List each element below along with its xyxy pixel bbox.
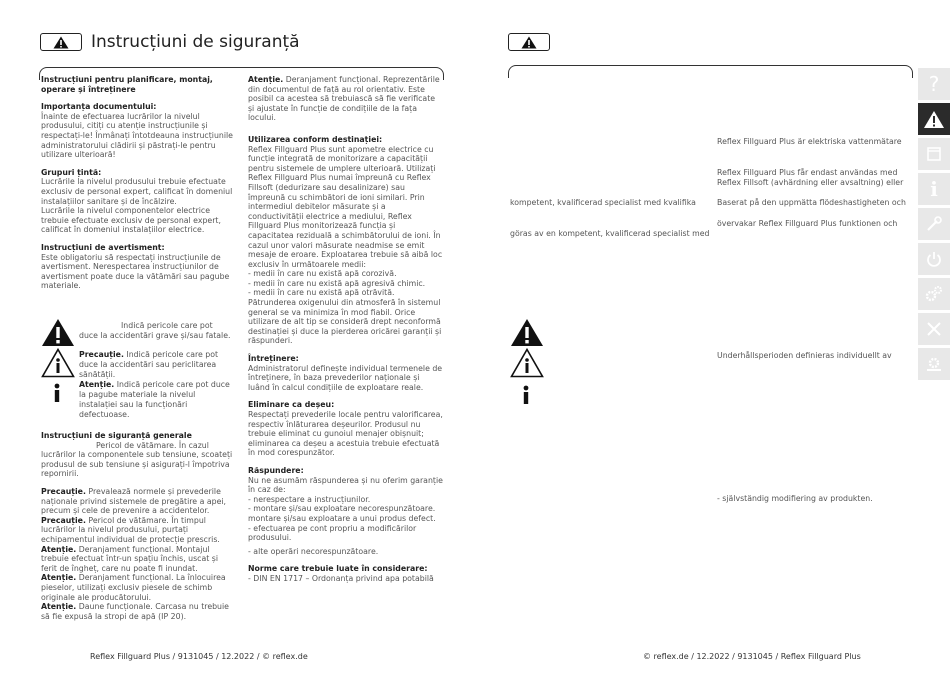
warning-triangle-icon: [53, 36, 69, 49]
tools-icon: [925, 215, 943, 233]
norms-li-1: - DIN EN 1717 – Ordonanța privind apa potabilă: [248, 573, 434, 583]
norms-heading: Norme care trebuie luate în considerare:: [248, 564, 428, 574]
maintenance-icon: [925, 320, 943, 338]
tab-safety[interactable]: [918, 103, 950, 135]
warn-heading: Instrucțiuni de avertisment:: [41, 242, 165, 252]
warning-icon: [923, 110, 945, 129]
sv-text-4: Baserat på den uppmätta flödeshastigheten och: [717, 198, 906, 207]
a3-label: Atenție.: [41, 602, 77, 612]
use-li-2: - medii în care nu există apă agresivă chimic.: [248, 278, 426, 288]
general-heading: Instrucțiuni de siguranță generale: [41, 431, 192, 440]
caution-label: Precauție.: [79, 350, 124, 359]
info-icon: i: [930, 177, 938, 201]
info-icon: [51, 383, 63, 403]
danger-icon: [510, 318, 544, 347]
tab-info[interactable]: [918, 173, 950, 205]
p1-text: Prevalează normele și prevederile naționale privind sistemele de pregătire a apei, precum și cele de prevenire a accidentelor.: [41, 486, 227, 516]
caution-icon: [510, 348, 544, 378]
chapter-tabs: [918, 68, 950, 383]
question-icon: ?: [928, 72, 940, 96]
a2-label: Atenție.: [41, 573, 77, 583]
general-section: [41, 431, 235, 621]
section-frame-right: [508, 65, 913, 78]
info-icon: [520, 385, 532, 405]
tab-mounting[interactable]: [918, 138, 950, 170]
danger-text: Indică pericole care pot duce la accidentări grave și/sau fatale.: [79, 321, 231, 340]
disposal-heading: Eliminare ca deșeu:: [248, 400, 335, 410]
tab-maintenance[interactable]: [918, 313, 950, 345]
attention-label: Atenție.: [79, 380, 115, 389]
a2-text: Deranjament funcțional. La înlocuirea pieselor, utilizați exclusiv piesele de schimb originale ale producătorului.: [41, 573, 226, 602]
doc-heading: Importanța documentului:: [41, 102, 157, 112]
tab-operation[interactable]: [918, 278, 950, 310]
sv-text-9: - självständig modifiering av produkten.: [717, 494, 873, 503]
p2-label: Precauție.: [41, 515, 86, 525]
doc-text: Înainte de efectuarea lucrărilor la nivelul produsului, citiți cu atenție instrucțiunile și respectați-le! Înmânați întotdeauna instrucțiunile administratorului clădirii și păstrați-le pentru utilizare ulterioară!: [41, 111, 233, 160]
liability-li-4: - efectuarea pe cont propriu a modificărilor produsului.: [248, 523, 417, 543]
left-column: [41, 75, 235, 291]
sv-text-2: Reflex Fillguard Plus får endast användas med: [717, 168, 898, 177]
target-text-2: Lucrările la nivelul componentelor electrice trebuie efectuate exclusiv de personal expert, calificat în domeniul instalațiilor electrice.: [41, 206, 221, 235]
liability-li-2: - montare și/sau exploatare necorespunzătoare.: [248, 504, 436, 514]
col2-attention-label: Atenție.: [248, 75, 284, 84]
disposal-text: Respectați prevederile locale pentru valorificarea, respectiv înlăturarea deșeurilor. Produsul nu trebuie eliminat cu gunoiul menajer obișnuit; eliminarea ca deșeu a acestuia trebuie efectuată în mod corespunzător.: [248, 410, 443, 458]
sv-text-6: övervakar Reflex Fillguard Plus funktionen och: [717, 219, 898, 228]
tab-commissioning[interactable]: [918, 243, 950, 275]
sv-text-8: Underhållsperioden definieras individuellt av: [717, 351, 892, 360]
liability-text: Nu ne asumăm răspunderea și nu oferim garanție în caz de:: [248, 475, 443, 495]
liability-li-1: - nerespectare a instrucțiunilor.: [248, 494, 371, 504]
sv-text-7: göras av en kompetent, kvalificerad specialist med: [510, 229, 710, 238]
liability-heading: Răspundere:: [248, 465, 304, 475]
left-footer: Reflex Fillguard Plus / 9131045 / 12.2022 / © reflex.de: [90, 652, 308, 661]
warning-badge: [40, 33, 82, 51]
a1-label: Atenție.: [41, 544, 77, 554]
maintenance-text: Administratorul definește individual termenele de întreținere, în baza prevederilor naționale și luând în calcul condițiile de exploatare reale.: [248, 363, 443, 392]
tab-installation[interactable]: [918, 208, 950, 240]
section-heading: Instrucțiuni pentru planificare, montaj, operare și întreținere: [41, 75, 213, 94]
col2-attention-text: Deranjament funcțional. Reprezentările din documentul de față au rol orientativ. Este posibil ca acestea să trebuiască să fie verificate și ajustate în funcție de condițiile de la fața locului.: [248, 75, 440, 123]
target-heading: Grupuri țintă:: [41, 167, 102, 177]
general-text: Pericol de vătămare. În cazul lucrărilor la componentele sub tensiune, scoateți produsul de sub tensiune și asigurați-l împotriva repornirii.: [41, 440, 233, 479]
warning-badge-right: [508, 33, 550, 51]
sv-text-1: Reflex Fillguard Plus är elektriska vattenmätare: [717, 137, 902, 146]
caution-icon: [41, 348, 75, 378]
warn-text: Este obligatoriu să respectați instrucțiunile de avertisment. Nerespectarea instrucțiunilor de avertisment poate duce la vătămări sau pagube materiale.: [41, 252, 230, 291]
p2-text: Pericol de vătămare. În timpul lucrărilor la nivelul produsului, purtați echipamentul individual de protecție prescris.: [41, 515, 220, 544]
use-li-3: - medii în care nu există apă otrăvită.: [248, 288, 395, 298]
caution-text: Indică pericole care pot duce la accidentări sau periclitarea sănătății.: [79, 350, 219, 379]
gears-icon: [924, 284, 944, 304]
service-icon: [924, 354, 944, 374]
liability-li-5: - alte operări necorespunzătoare.: [248, 546, 379, 556]
p1-label: Precauție.: [41, 486, 86, 496]
use-heading: Utilizarea conform destinației:: [248, 134, 383, 144]
sv-text-5: kompetent, kvalificerad specialist med kvalifika: [510, 198, 696, 207]
wall-mount-icon: [925, 145, 943, 163]
target-text-1: Lucrările la nivelul produsului trebuie efectuate exclusiv de personal expert, calificat în domeniul instalațiilor sanitare și de încălzire.: [41, 177, 233, 206]
use-li-1: - medii în care nu există apă corozivă.: [248, 269, 397, 279]
use-text: Reflex Fillguard Plus sunt apometre electrice cu funcție integrată de monitorizare a capacității pentru sistemele de umplere ulterioară. Utilizați Reflex Fillguard Plus numai împreună cu Reflex Fillsoft (dedurizare sau desalinizare) sau împreună cu schimbători de ioni similari. Prin intermediul debitelor măsurate și a conductivității electrice a mediului, Reflex Fillguard Plus monitorizează funcția și capacitatea reziduală a schimbătorului de ioni. În cazul unor valori măsurate neadmise se emit mesaje de eroare. Exploatarea trebuie să aibă loc exclusiv în următoarele medii:: [248, 144, 443, 269]
right-column: [248, 75, 443, 584]
sv-text-3: Reflex Fillsoft (avhärdning eller avsaltning) eller: [717, 178, 904, 187]
use-text-2: Pătrunderea oxigenului din atmosferă în sistemul general se va minimiza în mod fiabil. Orice utilizare de alt tip se consideră drept neconformă destinației și duce la pierderea oricărei garanții și răspunderi.: [248, 298, 442, 346]
warning-triangle-icon: [521, 36, 537, 49]
maintenance-heading: Întreținere:: [248, 354, 299, 364]
power-icon: [925, 250, 943, 268]
tab-service[interactable]: [918, 348, 950, 380]
tab-help[interactable]: [918, 68, 950, 100]
a1-text: Deranjament funcțional. Montajul trebuie efectuat într-un spațiu închis, uscat și ferit de îngheț, care nu poate fi inundat.: [41, 544, 218, 573]
liability-li-3: montare și/sau exploatare a unui produs defect.: [248, 513, 436, 523]
a3-text: Daune funcționale. Carcasa nu trebuie să fie expusă la stropi de apă (IP 20).: [41, 602, 229, 621]
danger-icon: [41, 318, 75, 347]
right-footer: © reflex.de / 12.2022 / 9131045 / Reflex Fillguard Plus: [643, 652, 861, 661]
page-title: Instrucțiuni de siguranță: [91, 32, 300, 52]
attention-text: Indică pericole care pot duce la pagube materiale la nivelul instalației sau la funcționări defectuoase.: [79, 380, 230, 419]
